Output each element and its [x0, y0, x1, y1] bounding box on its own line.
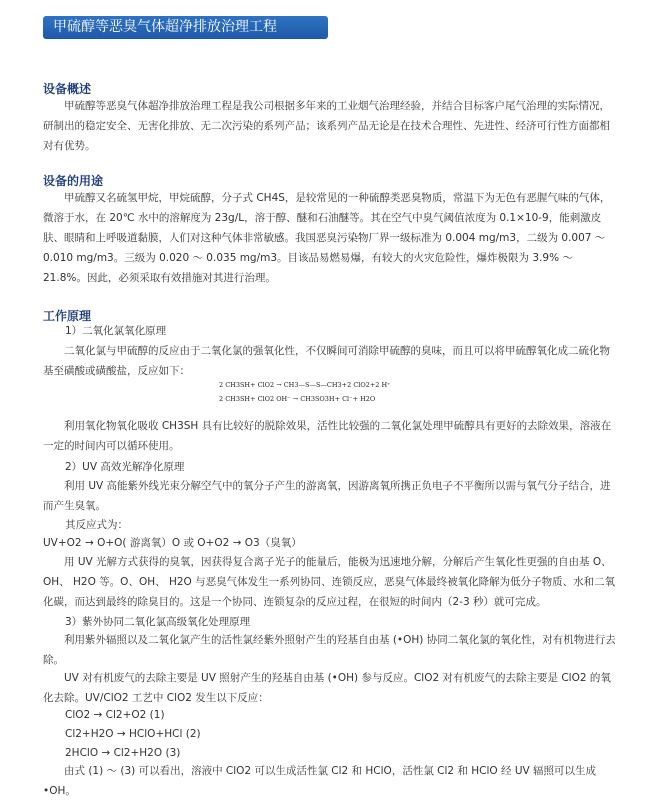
section-3-text: 利用紫外辐照以及二氧化氯产生的活性氯经紫外照射产生的羟基自由基 (•OH) 协同二氧化氯的氧化性，对有机物进行去除。 [43, 634, 616, 666]
page-title: 甲硫醇等恶臭气体超净排放治理工程 [53, 19, 277, 35]
section-2-title: 2）UV 高效光解净化原理 [65, 461, 185, 473]
page-title-banner [43, 16, 328, 39]
section-1-text: 二氧化氯与甲硫醇的反应由于二氧化氯的强氧化性，不仅瞬间可消除甲硫醇的臭味，而且可以将甲硫醇氧化成二硫化物基至磺酸或磺酸盐，反应如下： [43, 345, 610, 377]
section-1-text-2: 利用氧化物氧化吸收 CH3SH 具有比较好的脱除效果，活性比较强的二氧化氯处理甲硫醇具有更好的去除效果，溶液在一定的时间内可以循环使用。 [43, 420, 612, 452]
section-2-text: 利用 UV 高能紫外线光束分解空气中的氧分子产生的游离氧，因游离氧所携正负电子不平衡所以需与氧气分子结合，进而产生臭氧。 [43, 480, 611, 512]
reaction-equation-2: 2 CH3SH+ ClO2 OH⁻ → CH3SO3H+ Cl⁻+ H2O [219, 395, 376, 403]
reaction-3: 2HClO → Cl2+H2O (3) [65, 747, 181, 759]
usage-text: 甲硫醇又名硫氢甲烷，甲烷硫醇，分子式 CH4S，是较常见的一种硫醇类恶臭物质，常温下为无色有恶腥气味的气体，微溶于水，在 20℃ 水中的溶解度为 23g/L，溶于醇、醚和石油醚等。其在空气中臭气阈值浓度为 0.1×10-9，能刺激皮肤、眼睛和上呼吸道黏膜，人们对这种气体非常敏感。我国恶臭污染物厂界一级标准为 0.004 mg/m3，二级为 0.007 ～ 0.010 mg/m3。三级为 0.020 ～ 0.035 mg/m3。目该品易燃易爆，有较大的火灾危险性，爆炸极限为 3.9% ～ 21.8%。因此，必须采取有效措施对其进行治理。 [43, 192, 611, 284]
reaction-2: Cl2+H2O → HClO+HCl (2) [65, 728, 201, 740]
overview-text: 甲硫醇等恶臭气体超净排放治理工程是我公司根据多年来的工业烟气治理经验，并结合目标客户尾气治理的实际情况，研制出的稳定安全、无害化排放、无二次污染的系列产品；该系列产品无论是在技术合理性、先进性、经济可行性方面都相对有优势。 [43, 100, 610, 152]
section-3-text-2: UV 对有机废气的去除主要是 UV 照射产生的羟基自由基 (•OH) 参与反应。ClO2 对有机废气的去除主要是 ClO2 的氧化去除。UV/ClO2 工艺中 ClO2 发生以下反应： [43, 672, 611, 704]
reaction-1: ClO2 → Cl2+O2 (1) [65, 709, 165, 721]
principle-heading: 工作原理 [43, 309, 92, 323]
formula-label: 其反应式为： [65, 519, 128, 531]
section-3-title: 3）紫外协同二氧化氯高级氧化处理原理 [65, 616, 251, 628]
section-2-text-2: 用 UV 光解方式获得的臭氧，因获得复合离子光子的能量后，能极为迅速地分解，分解后产生氧化性更强的自由基 O、OH、 H2O 等。O、OH、 H2O 与恶臭气体发生一系列协同、连锁反应，恶臭气体最终被氧化降解为低分子物质、水和二氧化碳，而达到最终的除臭目的。这是一个协同、连锁复杂的反应过程，在很短的时间内（2-3 秒）就可完成。 [43, 556, 616, 608]
usage-heading: 设备的用途 [43, 174, 104, 188]
section-1-title: 1）二氧化氯氧化原理 [65, 325, 167, 337]
reaction-equation-1: 2 CH3SH+ ClO2 → CH3—S—S—CH3+2 ClO2+2 H⁺ [219, 381, 391, 389]
conclusion-text: 由式 (1) ～ (3) 可以看出，溶液中 ClO2 可以生成活性氯 Cl2 和 HClO，活性氯 Cl2 和 HClO 经 UV 辐照可以生成 •OH。 [43, 765, 597, 797]
ozone-formula: UV+O2 → O+O( 游离氧）O 或 O+O2 → O3（臭氧） [43, 537, 302, 549]
overview-heading: 设备概述 [43, 82, 92, 96]
